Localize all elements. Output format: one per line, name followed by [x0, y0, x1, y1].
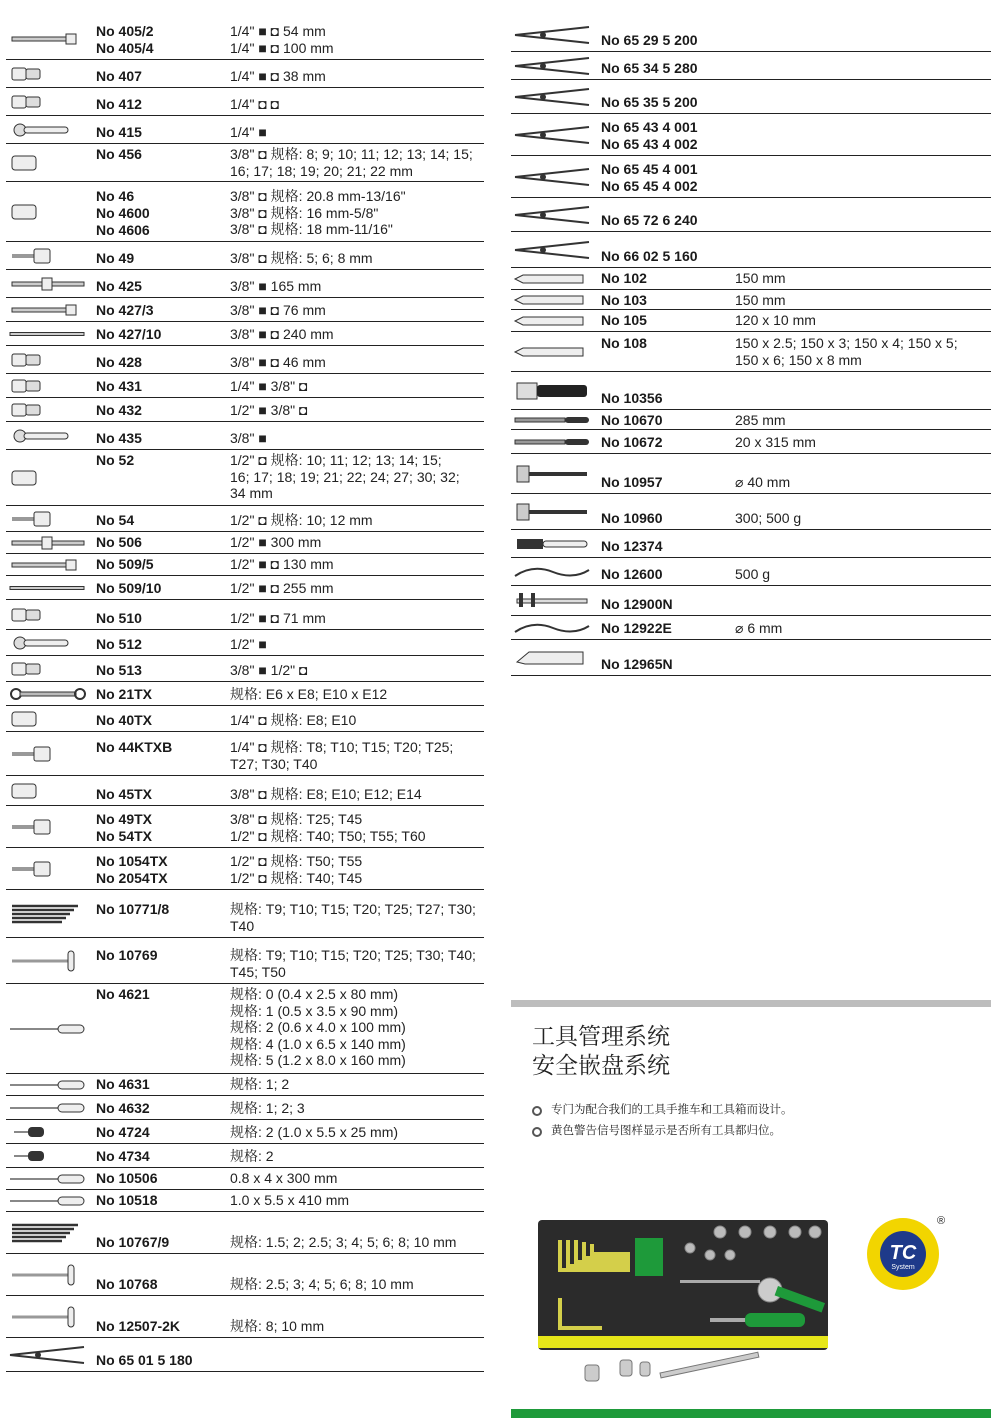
item-row — [511, 558, 991, 586]
item-spec: 规格: 0 (0.4 x 2.5 x 80 mm) 规格: 1 (0.5 x 3.5 x 90 mm) 规格: 2 (0.6 x 4.0 x 100 mm) 规格: 4 (1.0 x 6.5 x 140 mm) 规格: 5 (1.2 x 8.0 x 160 mm) — [230, 986, 406, 1068]
left-item-list — [6, 18, 484, 1372]
item-number: No 10518 — [96, 1192, 158, 1208]
item-number: No 10670 — [601, 412, 663, 428]
item-number: No 103 — [601, 292, 647, 308]
item-row — [511, 454, 991, 494]
caliper-icon — [513, 586, 593, 616]
bullet-icon — [532, 1106, 542, 1116]
extension-bar-icon — [8, 18, 88, 60]
item-number: No 10768 — [96, 1276, 158, 1292]
ratchet-icon — [8, 630, 88, 656]
item-spec: 1/4" ◘ ◘ — [230, 96, 280, 112]
item-row — [511, 198, 991, 232]
tc-system-logo — [863, 1212, 945, 1292]
stubby-screwdriver-icon — [8, 1120, 88, 1144]
item-spec: 1/4" ■ ◘ 54 mm 1/4" ■ ◘ 100 mm — [230, 23, 334, 56]
item-number: No 44KTXB — [96, 739, 173, 755]
item-row — [6, 806, 484, 848]
universal-joint-icon — [8, 346, 88, 374]
item-spec: 1/2" ■ ◘ 71 mm — [230, 610, 326, 626]
item-row — [6, 938, 484, 984]
item-spec: 规格: 2 (1.0 x 5.5 x 25 mm) — [230, 1124, 399, 1140]
item-spec: 1/2" ◘ 规格: 10; 12 mm — [230, 512, 373, 528]
chisel-icon — [513, 290, 593, 310]
socket-icon — [8, 144, 88, 182]
item-row — [511, 332, 991, 372]
universal-joint-icon — [8, 600, 88, 630]
item-row — [6, 532, 484, 554]
item-spec: 规格: 2.5; 3; 4; 5; 6; 8; 10 mm — [230, 1276, 414, 1292]
item-spec: 1.0 x 5.5 x 410 mm — [230, 1192, 350, 1208]
item-number: No 108 — [601, 335, 647, 351]
ring-wrench-icon — [8, 682, 88, 706]
item-row — [511, 410, 991, 430]
item-row — [6, 182, 484, 242]
item-number: No 12374 — [601, 538, 663, 554]
item-number: No 506 — [96, 534, 142, 550]
item-number: No 21TX — [96, 686, 153, 702]
item-number: No 428 — [96, 354, 142, 370]
item-row — [6, 554, 484, 576]
feature-bullet: 黄色警告信号图样显示是否所有工具都归位。 — [532, 1121, 793, 1142]
item-row — [6, 270, 484, 298]
item-row — [511, 156, 991, 198]
item-row — [6, 1190, 484, 1212]
item-row — [6, 1168, 484, 1190]
socket-icon — [8, 776, 88, 806]
item-row — [6, 1144, 484, 1168]
item-spec: 规格: 1; 2 — [230, 1076, 290, 1092]
item-spec: 1/2" ■ — [230, 636, 267, 652]
item-number: No 65 72 6 240 — [601, 212, 698, 228]
socket-icon — [8, 450, 88, 506]
item-number: No 65 01 5 180 — [96, 1352, 193, 1368]
socket-icon — [8, 706, 88, 732]
section-divider — [511, 1000, 991, 1007]
item-row — [6, 600, 484, 630]
t-key-icon — [8, 1296, 88, 1338]
item-number: No 427/3 — [96, 302, 154, 318]
item-spec: 规格: 1; 2; 3 — [230, 1100, 305, 1116]
item-row — [511, 18, 991, 52]
item-spec: 1/2" ■ ◘ 130 mm — [230, 556, 334, 572]
item-row — [511, 310, 991, 332]
item-number: No 65 29 5 200 — [601, 32, 698, 48]
bit-socket-icon — [8, 806, 88, 848]
item-number: No 65 35 5 200 — [601, 94, 698, 110]
item-spec: 1/2" ■ 300 mm — [230, 534, 322, 550]
item-row — [511, 494, 991, 530]
item-row — [6, 506, 484, 532]
item-row — [6, 732, 484, 776]
spark-plug-socket-icon — [8, 182, 88, 242]
item-number: No 10960 — [601, 510, 663, 526]
t-key-icon — [8, 1254, 88, 1296]
item-row — [6, 1074, 484, 1096]
item-row — [6, 890, 484, 938]
item-number: No 65 34 5 280 — [601, 60, 698, 76]
chisel-icon — [513, 310, 593, 332]
bent-nose-pliers-icon — [513, 80, 593, 114]
item-spec: 285 mm — [735, 412, 786, 428]
item-spec: ⌀ 40 mm — [735, 474, 791, 490]
item-number: No 431 — [96, 378, 142, 394]
side-cutter-icon — [513, 232, 593, 268]
item-number: No 456 — [96, 146, 142, 162]
item-number: No 65 43 4 001 No 65 43 4 002 — [601, 119, 698, 152]
item-number: No 12965N — [601, 656, 673, 672]
item-row — [6, 576, 484, 600]
item-spec: 3/8" ■ ◘ 76 mm — [230, 302, 326, 318]
item-number: No 4631 — [96, 1076, 150, 1092]
circlip-pliers-icon — [513, 156, 593, 198]
item-spec: 1/4" ■ 3/8" ◘ — [230, 378, 308, 394]
tc-feature-list — [532, 1100, 793, 1142]
item-row — [511, 290, 991, 310]
item-spec: 150 mm — [735, 292, 786, 308]
screwdriver-icon — [8, 1074, 88, 1096]
tc-section-title — [532, 1022, 670, 1080]
item-spec: 150 x 2.5; 150 x 3; 150 x 4; 150 x 5; 150 x 6; 150 x 8 mm — [735, 335, 958, 368]
item-number: No 512 — [96, 636, 142, 652]
logo-text: TC — [889, 1242, 917, 1264]
item-row — [6, 346, 484, 374]
item-number: No 10771/8 — [96, 901, 170, 917]
item-row — [6, 88, 484, 116]
item-number: No 10672 — [601, 434, 663, 450]
item-number: No 105 — [601, 312, 647, 328]
item-row — [6, 1254, 484, 1296]
item-spec: 3/8" ■ 165 mm — [230, 278, 322, 294]
universal-joint-icon — [8, 60, 88, 88]
magnetic-pick-up-icon — [513, 558, 593, 586]
item-row — [6, 322, 484, 346]
screwdriver-icon — [8, 984, 88, 1074]
bit-socket-icon — [8, 506, 88, 532]
item-number: No 509/5 — [96, 556, 154, 572]
item-spec: 3/8" ■ 1/2" ◘ — [230, 662, 308, 678]
item-number: No 10957 — [601, 474, 663, 490]
item-number: No 407 — [96, 68, 142, 84]
item-row — [6, 1296, 484, 1338]
item-spec: 3/8" ◘ 规格: E8; E10; E12; E14 — [230, 786, 422, 802]
circlip-pliers-icon — [513, 114, 593, 156]
item-spec: 120 x 10 mm — [735, 312, 816, 328]
item-number: No 65 45 4 001 No 65 45 4 002 — [601, 161, 698, 194]
long-extension-bar-icon — [8, 322, 88, 346]
feature-bullet: 专门为配合我们的工具手推车和工具箱而设计。 — [532, 1100, 793, 1121]
item-number: No 4632 — [96, 1100, 150, 1116]
flexible-pick-up-icon — [513, 616, 593, 640]
item-row — [6, 682, 484, 706]
item-row — [6, 656, 484, 682]
file-icon — [513, 430, 593, 454]
item-spec: 1/4" ◘ 规格: E8; E10 — [230, 712, 357, 728]
long-bit-socket-icon — [8, 848, 88, 890]
item-row — [511, 530, 991, 558]
item-spec: 规格: T9; T10; T15; T20; T25; T27; T30; T40 — [230, 901, 476, 934]
long-nose-pliers-icon — [513, 52, 593, 80]
item-row — [6, 984, 484, 1074]
item-number: No 66 02 5 160 — [601, 248, 698, 264]
reducer-icon — [8, 398, 88, 422]
item-number: No 427/10 — [96, 326, 162, 342]
item-row — [511, 80, 991, 114]
item-row — [511, 268, 991, 290]
ratchet-icon — [8, 422, 88, 450]
item-spec: 规格: 1.5; 2; 2.5; 3; 4; 5; 6; 8; 10 mm — [230, 1234, 457, 1250]
stubby-screwdriver-icon — [8, 1144, 88, 1168]
t-key-icon — [8, 938, 88, 984]
item-number: No 49TX No 54TX — [96, 811, 153, 844]
utility-knife-icon — [513, 640, 593, 676]
item-number: No 12900N — [601, 596, 673, 612]
item-row — [6, 374, 484, 398]
item-row — [6, 450, 484, 506]
tool-tray-image — [530, 1210, 860, 1395]
item-row — [511, 586, 991, 616]
item-spec: 规格: T9; T10; T15; T20; T25; T30; T40; T45; T50 — [230, 947, 476, 980]
item-number: No 4621 — [96, 986, 150, 1002]
item-number: No 412 — [96, 96, 142, 112]
item-number: No 405/2 No 405/4 — [96, 23, 154, 56]
hammer-icon — [513, 494, 593, 530]
item-spec: 150 mm — [735, 270, 786, 286]
item-spec: 规格: 2 — [230, 1148, 274, 1164]
item-spec: 1/2" ◘ 规格: T50; T55 1/2" ◘ 规格: T40; T45 — [230, 853, 363, 886]
extension-bar-icon — [8, 554, 88, 576]
item-number: No 46 No 4600 No 4606 — [96, 188, 150, 238]
item-number: No 12507-2K — [96, 1318, 181, 1334]
item-row — [6, 422, 484, 450]
ratchet-icon — [8, 116, 88, 144]
item-number: No 10506 — [96, 1170, 158, 1186]
item-number: No 425 — [96, 278, 142, 294]
adaptor-icon — [8, 88, 88, 116]
item-row — [6, 1338, 484, 1372]
item-number: No 12600 — [601, 566, 663, 582]
adaptor-icon — [8, 656, 88, 682]
item-number: No 52 — [96, 452, 135, 468]
bullet-icon — [532, 1127, 542, 1137]
scraper-icon — [513, 372, 593, 410]
tc-title-line-1: 工具管理系统 — [532, 1023, 670, 1049]
wire-brush-icon — [513, 530, 593, 558]
item-spec: 3/8" ◘ 规格: T25; T45 1/2" ◘ 规格: T40; T50; T55; T60 — [230, 811, 426, 844]
file-icon — [513, 410, 593, 430]
long-extension-bar-icon — [8, 576, 88, 600]
item-spec: 规格: 8; 10 mm — [230, 1318, 325, 1334]
item-row — [6, 1212, 484, 1254]
water-pump-pliers-icon — [513, 198, 593, 232]
item-number: No 102 — [601, 270, 647, 286]
item-spec: ⌀ 6 mm — [735, 620, 783, 636]
item-row — [6, 60, 484, 88]
item-row — [511, 616, 991, 640]
long-screwdriver-icon — [8, 1190, 88, 1212]
item-row — [6, 848, 484, 890]
t-handle-icon — [8, 532, 88, 554]
item-spec: 3/8" ◘ 规格: 20.8 mm-13/16" 3/8" ◘ 规格: 16 mm-5/8" 3/8" ◘ 规格: 18 mm-11/16" — [230, 188, 406, 237]
item-number: No 509/10 — [96, 580, 162, 596]
extension-bar-icon — [8, 298, 88, 322]
item-row — [511, 232, 991, 268]
item-row — [6, 706, 484, 732]
tc-title-line-2: 安全嵌盘系统 — [532, 1052, 670, 1078]
item-number: No 435 — [96, 430, 142, 446]
t-handle-icon — [8, 270, 88, 298]
item-spec: 3/8" ■ ◘ 240 mm — [230, 326, 334, 342]
item-row — [511, 430, 991, 454]
item-number: No 54 — [96, 512, 135, 528]
item-row — [511, 114, 991, 156]
item-spec: 1/4" ■ ◘ 38 mm — [230, 68, 326, 84]
item-row — [6, 1120, 484, 1144]
item-row — [6, 776, 484, 806]
footer-green-bar — [511, 1409, 991, 1418]
item-number: No 10769 — [96, 947, 158, 963]
item-number: No 49 — [96, 250, 135, 266]
item-number: No 432 — [96, 402, 142, 418]
pliers-icon — [8, 1338, 88, 1372]
item-row — [6, 18, 484, 60]
item-spec: 规格: E6 x E8; E10 x E12 — [230, 686, 388, 702]
item-spec: 0.8 x 4 x 300 mm — [230, 1170, 338, 1186]
long-nose-pliers-icon — [513, 18, 593, 52]
item-spec: 1/2" ◘ 规格: 10; 11; 12; 13; 14; 15; 16; 17; 18; 19; 21; 22; 24; 27; 30; 32; 34 mm — [230, 452, 460, 501]
item-spec: 1/4" ■ — [230, 124, 267, 140]
item-number: No 1054TX No 2054TX — [96, 853, 168, 886]
item-number: No 10767/9 — [96, 1234, 170, 1250]
item-spec: 3/8" ◘ 规格: 8; 9; 10; 11; 12; 13; 14; 15; 16; 17; 18; 19; 20; 21; 22 mm — [230, 146, 473, 179]
key-set-icon — [8, 890, 88, 938]
item-row — [6, 242, 484, 270]
right-item-list — [511, 18, 991, 676]
item-number: No 510 — [96, 610, 142, 626]
key-set-icon — [8, 1212, 88, 1254]
item-row — [6, 116, 484, 144]
item-spec: 500 g — [735, 566, 771, 582]
item-row — [6, 630, 484, 656]
long-screwdriver-icon — [8, 1168, 88, 1190]
adaptor-icon — [8, 374, 88, 398]
item-spec: 20 x 315 mm — [735, 434, 816, 450]
item-number: No 45TX — [96, 786, 153, 802]
item-number: No 513 — [96, 662, 142, 678]
item-spec: 1/2" ■ 3/8" ◘ — [230, 402, 308, 418]
item-row — [6, 298, 484, 322]
registered-mark: ® — [937, 1215, 945, 1227]
bit-socket-icon — [8, 732, 88, 776]
bit-socket-icon — [8, 242, 88, 270]
item-spec: 300; 500 g — [735, 510, 802, 526]
item-row — [511, 372, 991, 410]
item-spec: 3/8" ◘ 规格: 5; 6; 8 mm — [230, 250, 373, 266]
item-spec: 3/8" ■ ◘ 46 mm — [230, 354, 326, 370]
punch-icon — [513, 332, 593, 372]
item-number: No 4724 — [96, 1124, 150, 1140]
mallet-icon — [513, 454, 593, 494]
item-row — [511, 52, 991, 80]
item-number: No 10356 — [601, 390, 663, 406]
screwdriver-icon — [8, 1096, 88, 1120]
logo-sub: System — [891, 1264, 915, 1271]
item-spec: 1/4" ◘ 规格: T8; T10; T15; T20; T25; T27; T30; T40 — [230, 739, 454, 772]
item-row — [511, 640, 991, 676]
item-row — [6, 398, 484, 422]
item-number: No 40TX — [96, 712, 153, 728]
item-spec: 3/8" ■ — [230, 430, 267, 446]
chisel-icon — [513, 268, 593, 290]
item-spec: 1/2" ■ ◘ 255 mm — [230, 580, 334, 596]
item-number: No 415 — [96, 124, 142, 140]
item-row — [6, 144, 484, 182]
item-number: No 12922E — [601, 620, 672, 636]
item-number: No 4734 — [96, 1148, 150, 1164]
item-row — [6, 1096, 484, 1120]
